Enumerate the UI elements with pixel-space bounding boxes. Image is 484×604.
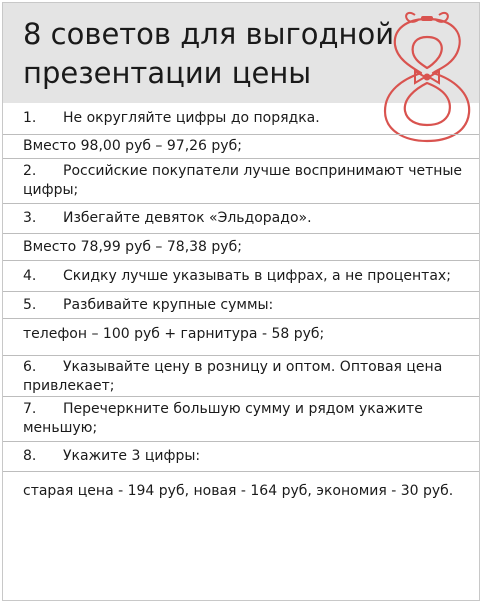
list-item bbox=[3, 135, 479, 159]
list-item bbox=[3, 159, 479, 204]
item-text: телефон – 100 руб + гарнитура - 58 руб; bbox=[23, 326, 325, 342]
item-number: 7. bbox=[23, 401, 37, 417]
list-item bbox=[3, 234, 479, 261]
page-title bbox=[23, 15, 394, 93]
list-item bbox=[3, 472, 479, 532]
item-text: Разбивайте крупные суммы: bbox=[63, 297, 274, 313]
item-number: 3. bbox=[23, 210, 37, 226]
item-number: 8. bbox=[23, 448, 37, 464]
list-item bbox=[3, 103, 479, 135]
item-text: старая цена - 194 руб, новая - 164 руб, экономия - 30 руб. bbox=[23, 483, 454, 499]
item-number: 6. bbox=[23, 359, 37, 375]
item-number: 1. bbox=[23, 110, 37, 126]
item-text: Избегайте девяток «Эльдорадо». bbox=[63, 210, 312, 226]
item-number: 5. bbox=[23, 297, 37, 313]
list-item bbox=[3, 442, 479, 472]
item-text: Не округляйте цифры до порядка. bbox=[63, 110, 320, 126]
tips-card bbox=[2, 2, 480, 601]
item-text: Перечеркните большую сумму и рядом укажите меньшую; bbox=[23, 401, 423, 436]
item-text: Вместо 78,99 руб – 78,38 руб; bbox=[23, 239, 242, 255]
item-text: Вместо 98,00 руб – 97,26 руб; bbox=[23, 138, 242, 154]
list-item bbox=[3, 397, 479, 442]
list-item bbox=[3, 204, 479, 234]
item-text: Российские покупатели лучше воспринимают четные цифры; bbox=[23, 163, 463, 198]
title-line-1: 8 советов для выгодной bbox=[23, 17, 395, 51]
item-number: 2. bbox=[23, 163, 37, 179]
tips-list bbox=[3, 103, 479, 532]
item-text: Указывайте цену в розницу и оптом. Оптовая цена привлекает; bbox=[23, 359, 443, 394]
list-item bbox=[3, 319, 479, 356]
item-text: Укажите 3 цифры: bbox=[63, 448, 201, 464]
item-text: Скидку лучше указывать в цифрах, а не процентах; bbox=[63, 268, 451, 284]
list-item bbox=[3, 261, 479, 292]
list-item bbox=[3, 292, 479, 319]
title-line-2: презентации цены bbox=[23, 56, 312, 90]
list-item bbox=[3, 356, 479, 397]
item-number: 4. bbox=[23, 268, 37, 284]
